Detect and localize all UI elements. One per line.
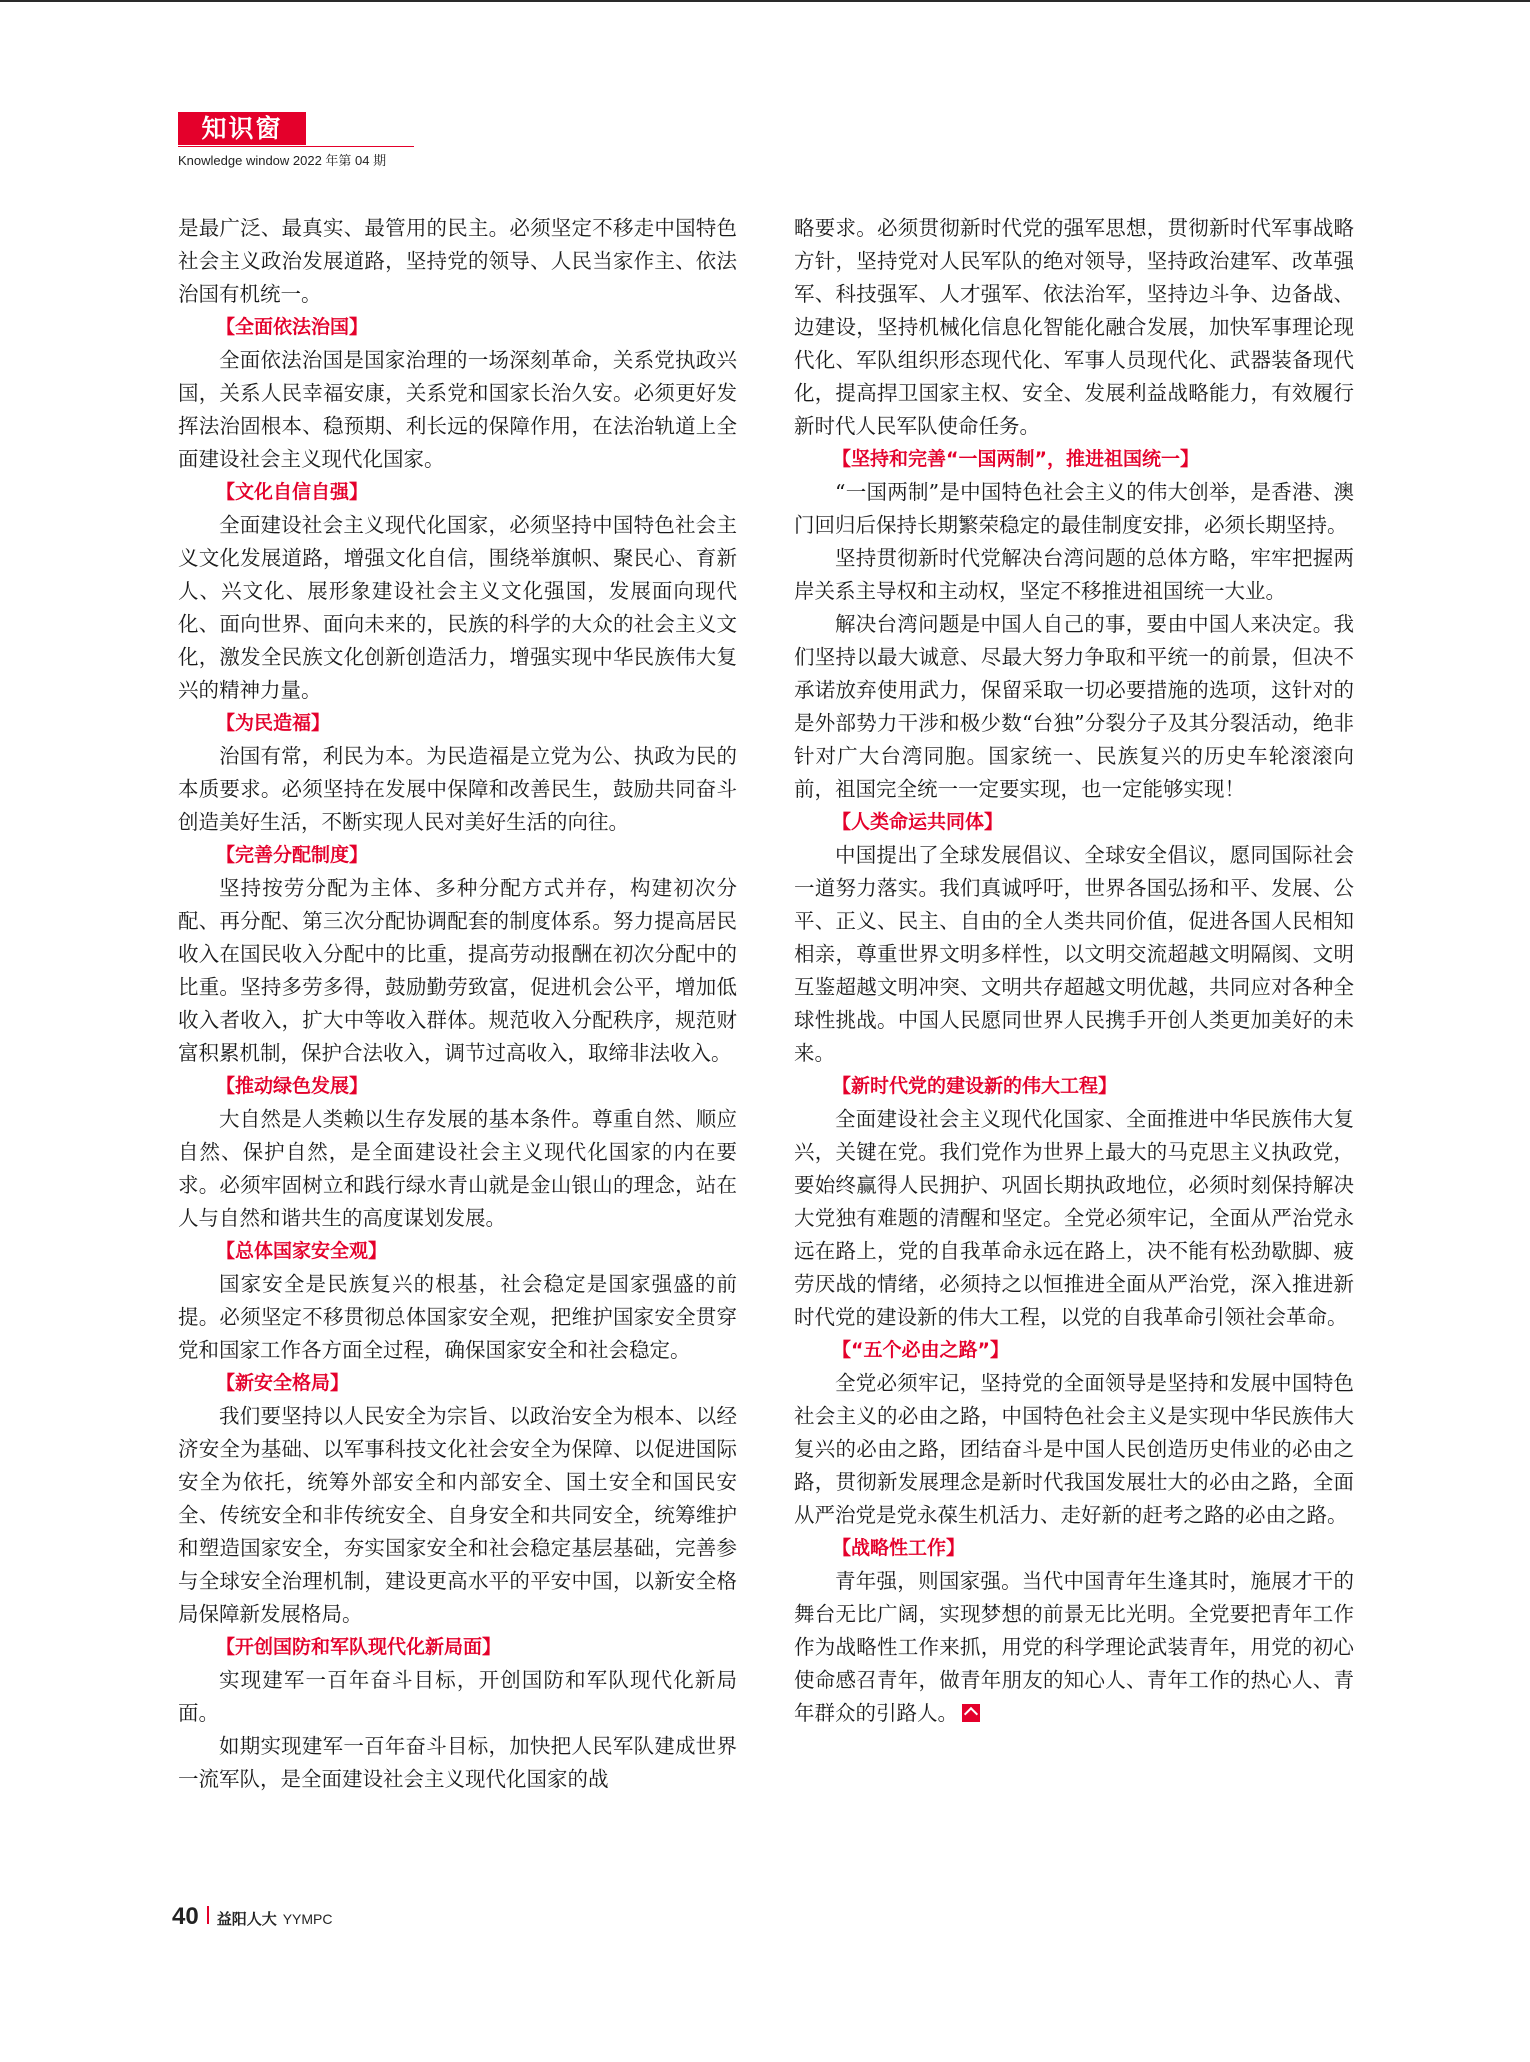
body-paragraph: [794, 608, 1354, 806]
body-paragraph: [178, 1664, 737, 1730]
paragraph-text: 实现建军一百年奋斗目标，开创国防和军队现代化新局面。: [178, 1668, 737, 1725]
header-divider: [178, 146, 414, 147]
body-paragraph: [178, 1400, 737, 1631]
body-paragraph: [178, 212, 737, 311]
paragraph-text: 我们要坚持以人民安全为宗旨、以政治安全为根本、以经济安全为基础、以军事科技文化社会安全为保障、以促进国际安全为依托，统筹外部安全和内部安全、国土安全和国民安全、传统安全和非传统安全、自身安全和共同安全，统筹维护和塑造国家安全，夯实国家安全和社会稳定基层基础，完善参与全球安全治理机制，建设更高水平的平安中国，以新安全格局保障新发展格局。: [178, 1404, 737, 1626]
paragraph-text: 略要求。必须贯彻新时代党的强军思想，贯彻新时代军事战略方针，坚持党对人民军队的绝对领导，坚持政治建军、改革强军、科技强军、人才强军、依法治军，坚持边斗争、边备战、边建设，坚持机械化信息化智能化融合发展，加快军事理论现代化、军队组织形态现代化、军事人员现代化、武器装备现代化，提高捍卫国家主权、安全、发展利益战略能力，有效履行新时代人民军队使命任务。: [794, 216, 1354, 438]
body-paragraph: [794, 476, 1354, 542]
left-column: [178, 212, 737, 1796]
body-paragraph: [178, 872, 737, 1070]
section-heading: 【推动绿色发展】: [216, 1075, 369, 1097]
paragraph-text: 全党必须牢记，坚持党的全面领导是坚持和发展中国特色社会主义的必由之路，中国特色社会主义是实现中华民族伟大复兴的必由之路，团结奋斗是中国人民创造历史伟业的必由之路，贯彻新发展理念是新时代我国发展壮大的必由之路，全面从严治党是党永葆生机活力、走好新的赶考之路的必由之路。: [794, 1371, 1354, 1527]
paragraph-text: 大自然是人类赖以生存发展的基本条件。尊重自然、顺应自然、保护自然，是全面建设社会主义现代化国家的内在要求。必须牢固树立和践行绿水青山就是金山银山的理念，站在人与自然和谐共生的高度谋划发展。: [178, 1107, 737, 1230]
section-heading: 【战略性工作】: [832, 1537, 966, 1559]
end-mark-icon: [962, 1704, 980, 1722]
section-heading: 【总体国家安全观】: [216, 1240, 388, 1262]
paragraph-text: 国家安全是民族复兴的根基，社会稳定是国家强盛的前提。必须坚定不移贯彻总体国家安全观，把维护国家安全贯穿党和国家工作各方面全过程，确保国家安全和社会稳定。: [178, 1272, 737, 1362]
body-paragraph: [794, 839, 1354, 1070]
section-heading: 【人类命运共同体】: [832, 811, 1004, 833]
section-heading: 【坚持和完善“一国两制”，推进祖国统一】: [832, 448, 1199, 470]
paragraph-text: 全面建设社会主义现代化国家、全面推进中华民族伟大复兴，关键在党。我们党作为世界上最大的马克思主义执政党，要始终赢得人民拥护、巩固长期执政地位，必须时刻保持解决大党独有难题的清醒和坚定。全党必须牢记，全面从严治党永远在路上，党的自我革命永远在路上，决不能有松劲歇脚、疲劳厌战的情绪，必须持之以恒推进全面从严治党，深入推进新时代党的建设新的伟大工程，以党的自我革命引领社会革命。: [794, 1107, 1354, 1329]
footer-divider: [207, 1906, 209, 1924]
body-paragraph: [794, 212, 1354, 443]
paragraph-text: 全面依法治国是国家治理的一场深刻革命，关系党执政兴国，关系人民幸福安康，关系党和国家长治久安。必须更好发挥法治固根本、稳预期、利长远的保障作用，在法治轨道上全面建设社会主义现代化国家。: [178, 348, 737, 471]
issue-subtitle: Knowledge window 2022 年第 04 期: [178, 153, 387, 168]
section-heading: 【“五个必由之路”】: [832, 1339, 1009, 1361]
body-paragraph: [178, 1730, 737, 1796]
paragraph-text: 是最广泛、最真实、最管用的民主。必须坚定不移走中国特色社会主义政治发展道路，坚持党的领导、人民当家作主、依法治国有机统一。: [178, 216, 737, 306]
paragraph-text: 坚持按劳分配为主体、多种分配方式并存，构建初次分配、再分配、第三次分配协调配套的制度体系。努力提高居民收入在国民收入分配中的比重，提高劳动报酬在初次分配中的比重。坚持多劳多得，鼓励勤劳致富，促进机会公平，增加低收入者收入，扩大中等收入群体。规范收入分配秩序，规范财富积累机制，保护合法收入，调节过高收入，取缔非法收入。: [178, 876, 737, 1065]
paragraph-text: 如期实现建军一百年奋斗目标，加快把人民军队建成世界一流军队，是全面建设社会主义现代化国家的战: [178, 1734, 737, 1791]
body-paragraph: [178, 509, 737, 707]
section-title: 知识窗: [178, 112, 306, 145]
paragraph-text: 治国有常，利民为本。为民造福是立党为公、执政为民的本质要求。必须坚持在发展中保障和改善民生，鼓励共同奋斗创造美好生活，不断实现人民对美好生活的向往。: [178, 744, 737, 834]
paragraph-text: “一国两制”是中国特色社会主义的伟大创举，是香港、澳门回归后保持长期繁荣稳定的最佳制度安排，必须长期坚持。: [794, 480, 1354, 537]
top-rule: [0, 0, 1530, 2]
paragraph-text: 全面建设社会主义现代化国家，必须坚持中国特色社会主义文化发展道路，增强文化自信，围绕举旗帜、聚民心、育新人、兴文化、展形象建设社会主义文化强国，发展面向现代化、面向世界、面向未来的，民族的科学的大众的社会主义文化，激发全民族文化创新创造活力，增强实现中华民族伟大复兴的精神力量。: [178, 513, 737, 702]
body-paragraph: [794, 1367, 1354, 1532]
section-heading: 【文化自信自强】: [216, 481, 369, 503]
body-paragraph: [794, 542, 1354, 608]
body-paragraph: [178, 740, 737, 839]
section-heading: 【完善分配制度】: [216, 844, 369, 866]
section-heading: 【新安全格局】: [216, 1372, 350, 1394]
paragraph-text: 坚持贯彻新时代党解决台湾问题的总体方略，牢牢把握两岸关系主导权和主动权，坚定不移推进祖国统一大业。: [794, 546, 1354, 603]
body-paragraph: [178, 1268, 737, 1367]
paragraph-text: 中国提出了全球发展倡议、全球安全倡议，愿同国际社会一道努力落实。我们真诚呼吁，世界各国弘扬和平、发展、公平、正义、民主、自由的全人类共同价值，促进各国人民相知相亲，尊重世界文明多样性，以文明交流超越文明隔阂、文明互鉴超越文明冲突、文明共存超越文明优越，共同应对各种全球性挑战。中国人民愿同世界人民携手开创人类更加美好的未来。: [794, 843, 1354, 1065]
page-number: 40: [172, 1903, 199, 1930]
paragraph-text: 解决台湾问题是中国人自己的事，要由中国人来决定。我们坚持以最大诚意、尽最大努力争取和平统一的前景，但决不承诺放弃使用武力，保留采取一切必要措施的选项，这针对的是外部势力干涉和极少数“台独”分裂分子及其分裂活动，绝非针对广大台湾同胞。国家统一、民族复兴的历史车轮滚滚向前，祖国完全统一一定要实现，也一定能够实现！: [794, 612, 1354, 801]
section-heading: 【为民造福】: [216, 712, 331, 734]
body-paragraph: [178, 344, 737, 476]
body-paragraph: [794, 1565, 1354, 1730]
magazine-abbr: YYMPC: [282, 1911, 333, 1927]
right-column: [794, 212, 1354, 1730]
section-heading: 【新时代党的建设新的伟大工程】: [832, 1075, 1118, 1097]
magazine-name: 益阳人大: [216, 1910, 277, 1928]
body-paragraph: [794, 1103, 1354, 1334]
section-heading: 【全面依法治国】: [216, 316, 369, 338]
body-paragraph: [178, 1103, 737, 1235]
section-heading: 【开创国防和军队现代化新局面】: [216, 1636, 502, 1658]
page-footer: [172, 1903, 333, 1931]
paragraph-text: 青年强，则国家强。当代中国青年生逢其时，施展才干的舞台无比广阔，实现梦想的前景无比光明。全党要把青年工作作为战略性工作来抓，用党的科学理论武装青年，用党的初心使命感召青年，做青年朋友的知心人、青年工作的热心人、青年群众的引路人。: [794, 1569, 1354, 1725]
